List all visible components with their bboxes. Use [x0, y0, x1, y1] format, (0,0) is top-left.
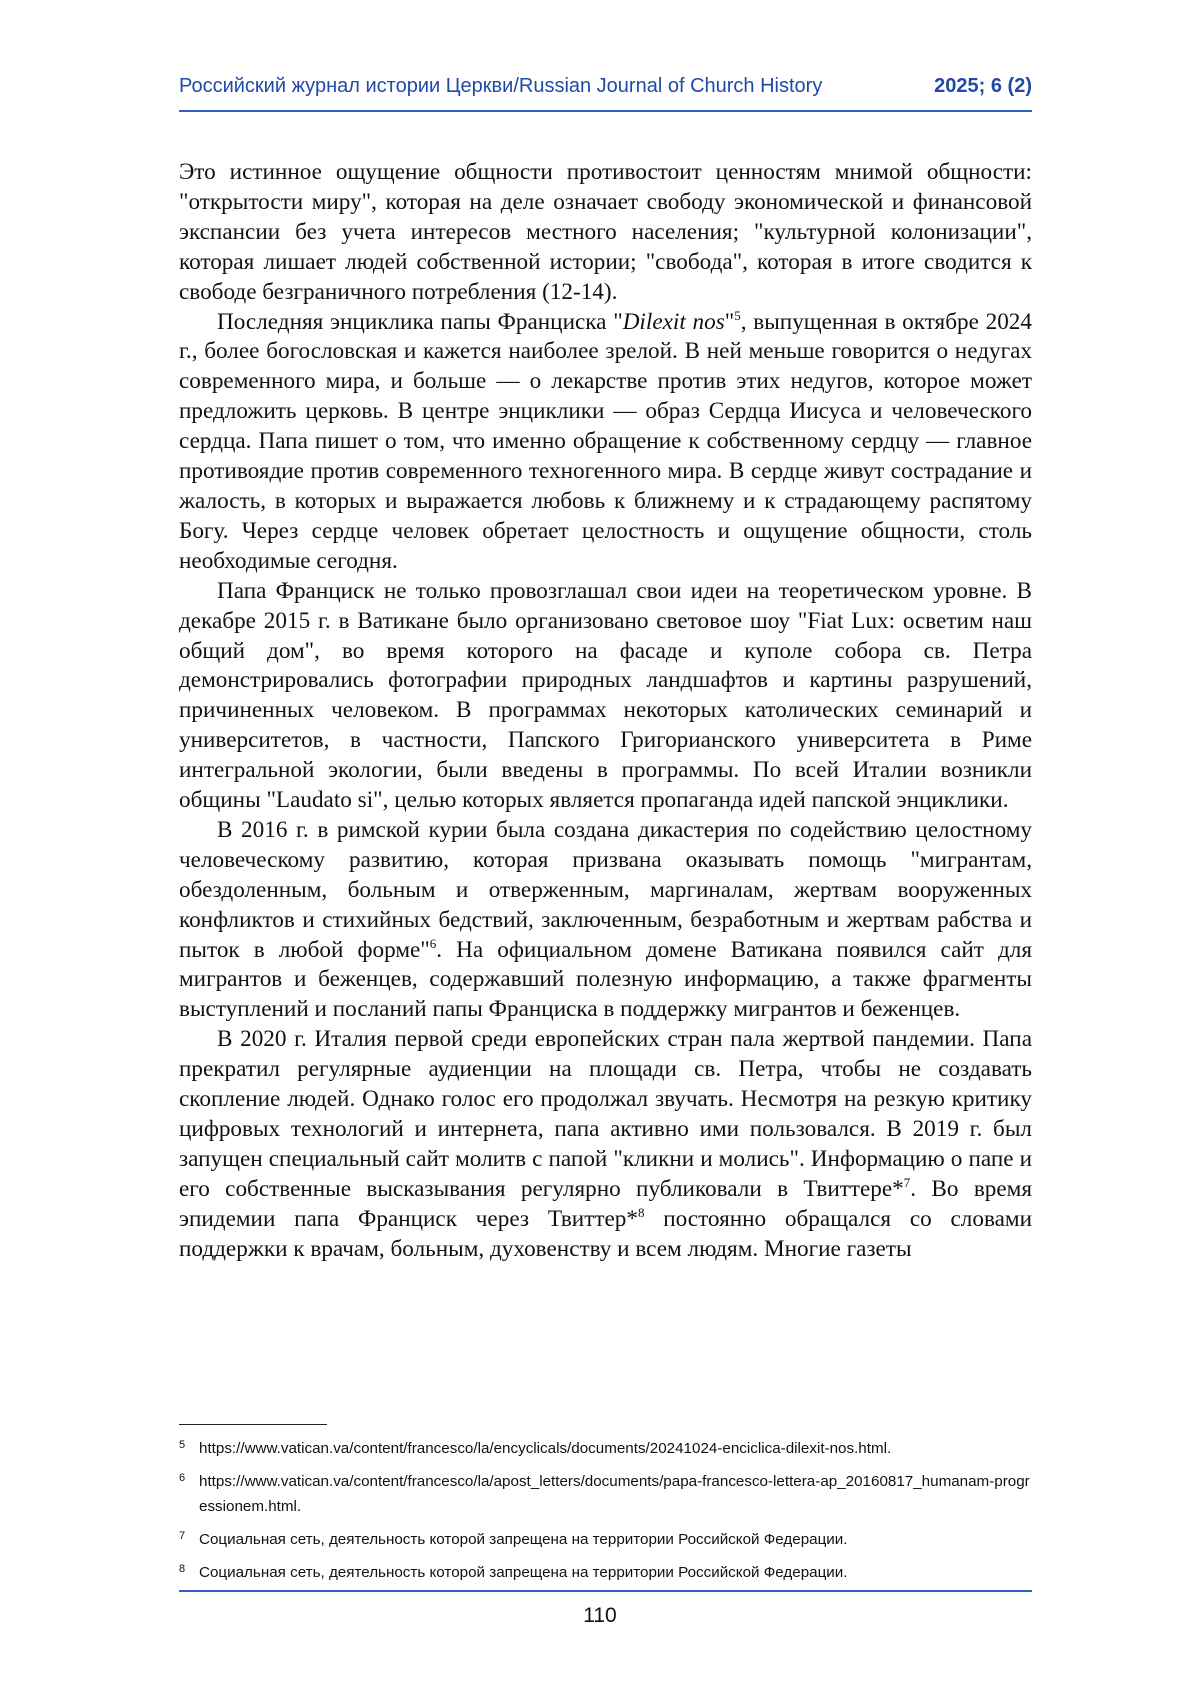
footnote-ref[interactable]: 7 — [903, 1174, 911, 1190]
footnote-item — [179, 1469, 1032, 1519]
article-body — [179, 158, 1032, 1265]
footnote-item — [179, 1436, 1032, 1461]
paragraph-1: Это истинное ощущение общности противостоит ценностям мнимой общности: "открытости миру", которая на деле означает свободу экономической и финансовой экспансии без учета интересов местного населения; "культурной колонизации", которая лишает людей собственной истории; "свобода", которая в итоге сводится к свободе безграничного потребления (12-14). — [179, 159, 1032, 305]
paragraph-2: Последняя энциклика папы Франциска "Dilexit nos"$^5$, выпущенная в октябре 2024 г., более богословская и кажется наиболее зрелой. В ней меньше говорится о недугах современного мира, и больше — о лекарстве против этих недугов, которое может предложить церковь. В центре энциклики — образ Сердца Иисуса и человеческого сердца. Папа пишет о том, что именно обращение к собственному сердцу — главное противоядие против современного техногенного мира. В сердце живут сострадание и жалость, в которых и выражается любовь к ближнему и к страдающему распятому Богу. Через сердце человек обретает целостность и ощущение общности, столь необходимые сегодня. — [179, 307, 1032, 574]
footnote-ref[interactable]: 6 — [429, 935, 437, 951]
footer-rule — [179, 1590, 1032, 1592]
running-header — [179, 72, 1032, 108]
footnote-link[interactable]: https://www.vatican.va/content/francesco/la/apost_letters/documents/papa-francesco-lettera-ap_20160817_humanam-progressionem.html. — [199, 1473, 1030, 1515]
footnote-item — [179, 1560, 1032, 1585]
italic-title: Dilexit nos — [622, 308, 725, 335]
paragraph-5: В 2020 г. Италия первой среди европейских стран пала жертвой пандемии. Папа прекратил регулярные аудиенции на площади св. Петра, чтобы не создавать скопление людей. Однако голос его продолжал звучать. Несмотря на резкую критику цифровых технологий и интернета, папа активно ими пользовался. В 2019 г. был запущен специальный сайт молитв с папой "кликни и молись". Информацию о папе и его собственные высказывания регулярно публиковали в Твиттере*$^7$. Во время эпидемии папа Франциск через Твиттер*$^8$ постоянно обращался со словами поддержки к врачам, больным, духовенству и всем людям. Многие газеты — [179, 1026, 1032, 1262]
footnote-text: Социальная сеть, деятельность которой запрещена на территории Российской Федерации. — [199, 1564, 848, 1581]
footnote-link[interactable]: https://www.vatican.va/content/francesco/la/encyclicals/documents/20241024-enciclica-dilexit-nos.html. — [199, 1440, 892, 1457]
page-number: 110 — [583, 1604, 617, 1627]
footnotes — [179, 1436, 1032, 1593]
header-rule — [179, 110, 1032, 112]
footnote-number: 5 — [179, 1439, 186, 1451]
paragraph-3: Папа Франциск не только провозглашал свои идеи на теоретическом уровне. В декабре 2015 г. в Ватикане было организовано световое шоу "Fiat Lux: осветим наш общий дом", во время которого на фасаде и куполе собора св. Петра демонстрировались фотографии природных ландшафтов и картины разрушений, причиненных человеком. В программах некоторых католических семинарий и университетов, в частности, Папского Григорианского университета в Риме интегральной экологии, были введены в программы. По всей Италии возникли общины "Laudato si", целью которых является пропаганда идей папской энциклики. — [179, 577, 1032, 814]
footnote-number: 6 — [179, 1472, 186, 1484]
footnote-ref[interactable]: 5 — [734, 307, 741, 323]
footnote-item — [179, 1527, 1032, 1552]
journal-title: Российский журнал истории Церкви/Russian Journal of Church History — [179, 75, 823, 97]
footnote-text: Социальная сеть, деятельность которой запрещена на территории Российской Федерации. — [199, 1531, 848, 1548]
footnote-ref[interactable]: 8 — [637, 1204, 645, 1220]
issue-number: 2025; 6 (2) — [934, 75, 1032, 97]
footnote-number: 8 — [179, 1563, 186, 1575]
footnote-number: 7 — [179, 1530, 186, 1542]
paragraph-4: В 2016 г. в римской курии была создана дикастерия по содействию целостному человеческому развитию, которая призвана оказывать помощь "мигрантам, обездоленным, больным и отверженным, маргиналам, жертвам вооруженных конфликтов и стихийных бедствий, заключенным, безработным и жертвам рабства и пыток в любой форме"$^6$. На официальном домене Ватикана появился сайт для мигрантов и беженцев, содержавший полезную информацию, а также фрагменты выступлений и посланий папы Франциска в поддержку мигрантов и беженцев. — [179, 816, 1032, 1023]
footnote-separator — [179, 1424, 327, 1425]
